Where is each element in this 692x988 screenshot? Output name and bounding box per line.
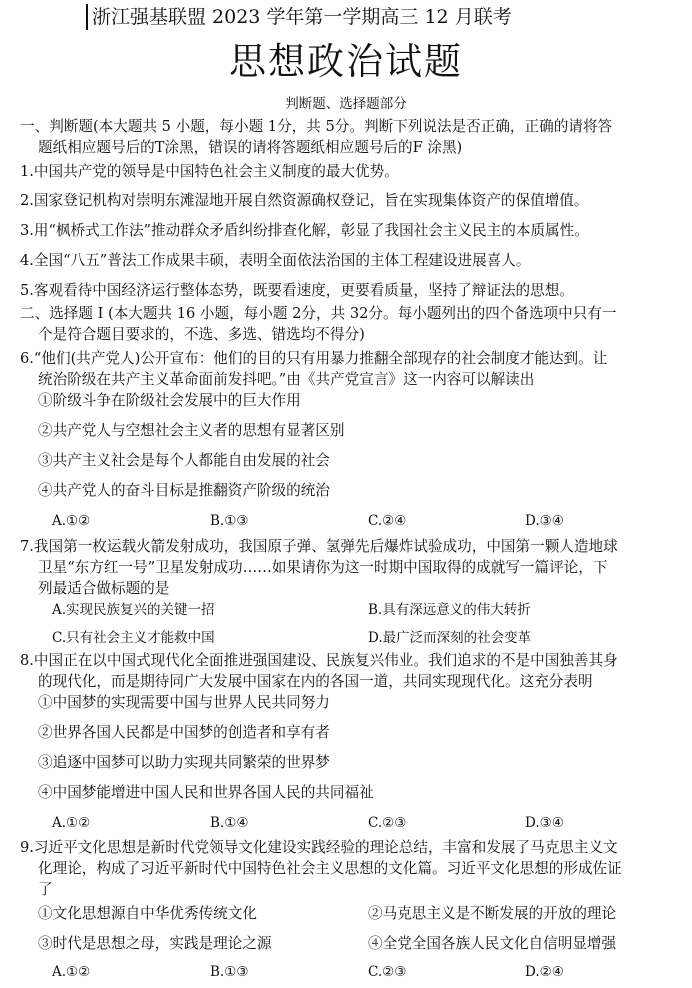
q8-option-c: C.②③ xyxy=(368,815,407,831)
q7-stem-line1: 7.我国第一枚运载火箭发射成功，我国原子弹、氢弹先后爆炸试验成功，中国第一颗人造地球 xyxy=(20,538,618,555)
q6-option-c: C.②④ xyxy=(368,513,407,529)
exam-header: 浙江强基联盟 2023 学年第一学期高三 12 月联考 xyxy=(86,4,512,30)
q6-option-d: D.③④ xyxy=(525,513,564,529)
judgment-item-2: 2.国家登记机构对崇明东滩湿地开展自然资源确权登记，旨在实现集体资产的保值增值。 xyxy=(20,192,589,209)
q7-option-c: C.只有社会主义才能救中国 xyxy=(52,630,215,646)
q8-statement-4: ④中国梦能增进中国人民和世界各国人民的共同福祉 xyxy=(38,784,374,801)
q9-statement-2: ②马克思主义是不断发展的开放的理论 xyxy=(368,905,617,922)
judgment-item-1: 1.中国共产党的领导是中国特色社会主义制度的最大优势。 xyxy=(20,163,399,180)
q9-option-b: B.①③ xyxy=(210,964,249,980)
q9-option-a: A.①② xyxy=(52,964,91,980)
q6-option-b: B.①③ xyxy=(210,513,249,529)
q6-statement-3: ③共产主义社会是每个人都能自由发展的社会 xyxy=(38,452,330,469)
q6-statement-4: ④共产党人的奋斗目标是推翻资产阶级的统治 xyxy=(38,482,330,499)
q9-stem-line1: 9.习近平文化思想是新时代党领导文化建设实践经验的理论总结，丰富和发展了马克思主义文 xyxy=(20,839,618,856)
q9-stem-line2: 化理论，构成了习近平新时代中国特色社会主义思想的文化篇。习近平文化思想的形成佐证 xyxy=(38,860,622,877)
q9-statement-3: ③时代是思想之母，实践是理论之源 xyxy=(38,935,272,952)
q6-option-a: A.①② xyxy=(52,513,91,529)
section1-heading-line1: 一、判断题(本大题共 5 小题，每小题 1分，共 5分。判断下列说法是否正确，正确的请将答 xyxy=(20,118,613,135)
section2-heading-line2: 个是符合题目要求的，不选、多选、错选均不得分) xyxy=(38,326,365,343)
q7-option-a: A.实现民族复兴的关键一招 xyxy=(52,602,215,618)
q6-stem-line2: 统治阶级在共产主义革命面前发抖吧。”由《共产党宣言》这一内容可以解读出 xyxy=(38,371,535,388)
q8-statement-2: ②世界各国人民都是中国梦的创造者和享有者 xyxy=(38,724,330,741)
q8-stem-line2: 的现代化，而是期待同广大发展中国家在内的各国一道，共同实现现代化。这充分表明 xyxy=(38,673,593,690)
q8-option-a: A.①② xyxy=(52,815,91,831)
q8-statement-1: ①中国梦的实现需要中国与世界人民共同努力 xyxy=(38,694,330,711)
q7-option-d: D.最广泛而深刻的社会变革 xyxy=(368,630,532,646)
q9-statement-4: ④全党全国各族人民文化自信明显增强 xyxy=(368,935,617,952)
judgment-item-4: 4.全国“八五”普法工作成果丰硕，表明全面依法治国的主体工程建设进展喜人。 xyxy=(20,252,531,269)
q6-statement-2: ②共产党人与空想社会主义者的思想有显著区别 xyxy=(38,422,345,439)
section2-heading-line1: 二、选择题 I (本大题共 16 小题，每小题 2分，共 32分。每小题列出的四个备选项中只有一 xyxy=(20,305,617,322)
part-heading: 判断题、选择题部分 xyxy=(285,96,407,112)
q6-statement-1: ①阶级斗争在阶级社会发展中的巨大作用 xyxy=(38,392,301,409)
q8-option-b: B.①④ xyxy=(210,815,249,831)
q9-statement-1: ①文化思想源自中华优秀传统文化 xyxy=(38,905,257,922)
q7-stem-line3: 列最适合做标题的是 xyxy=(38,580,170,597)
q7-option-b: B.具有深远意义的伟大转折 xyxy=(368,602,531,618)
judgment-item-5: 5.客观看待中国经济运行整体态势，既要看速度，更要看质量，坚持了辩证法的思想。 xyxy=(20,282,574,299)
q9-option-c: C.②③ xyxy=(368,964,407,980)
q6-stem-line1: 6.“他们(共产党人)公开宣布：他们的目的只有用暴力推翻全部现存的社会制度才能达到。让 xyxy=(20,350,608,367)
q8-statement-3: ③追逐中国梦可以助力实现共同繁荣的世界梦 xyxy=(38,754,330,771)
q8-option-d: D.③④ xyxy=(525,815,564,831)
q9-option-d: D.②④ xyxy=(525,964,564,980)
q9-stem-line3: 了 xyxy=(38,881,53,898)
judgment-item-3: 3.用“枫桥式工作法”推动群众矛盾纠纷排查化解，彰显了我国社会主义民主的本质属性。 xyxy=(20,222,589,239)
section1-heading-line2: 题纸相应题号后的T涂黑，错误的请将答题纸相应题号后的F 涂黑) xyxy=(38,139,463,156)
q8-stem-line1: 8.中国正在以中国式现代化全面推进强国建设、民族复兴伟业。我们追求的不是中国独善其身 xyxy=(20,652,618,669)
q7-stem-line2: 卫星“东方红一号”卫星发射成功……如果请你为这一时期中国取得的成就写一篇评论，下 xyxy=(38,559,608,576)
page-title: 思想政治试题 xyxy=(229,40,463,83)
